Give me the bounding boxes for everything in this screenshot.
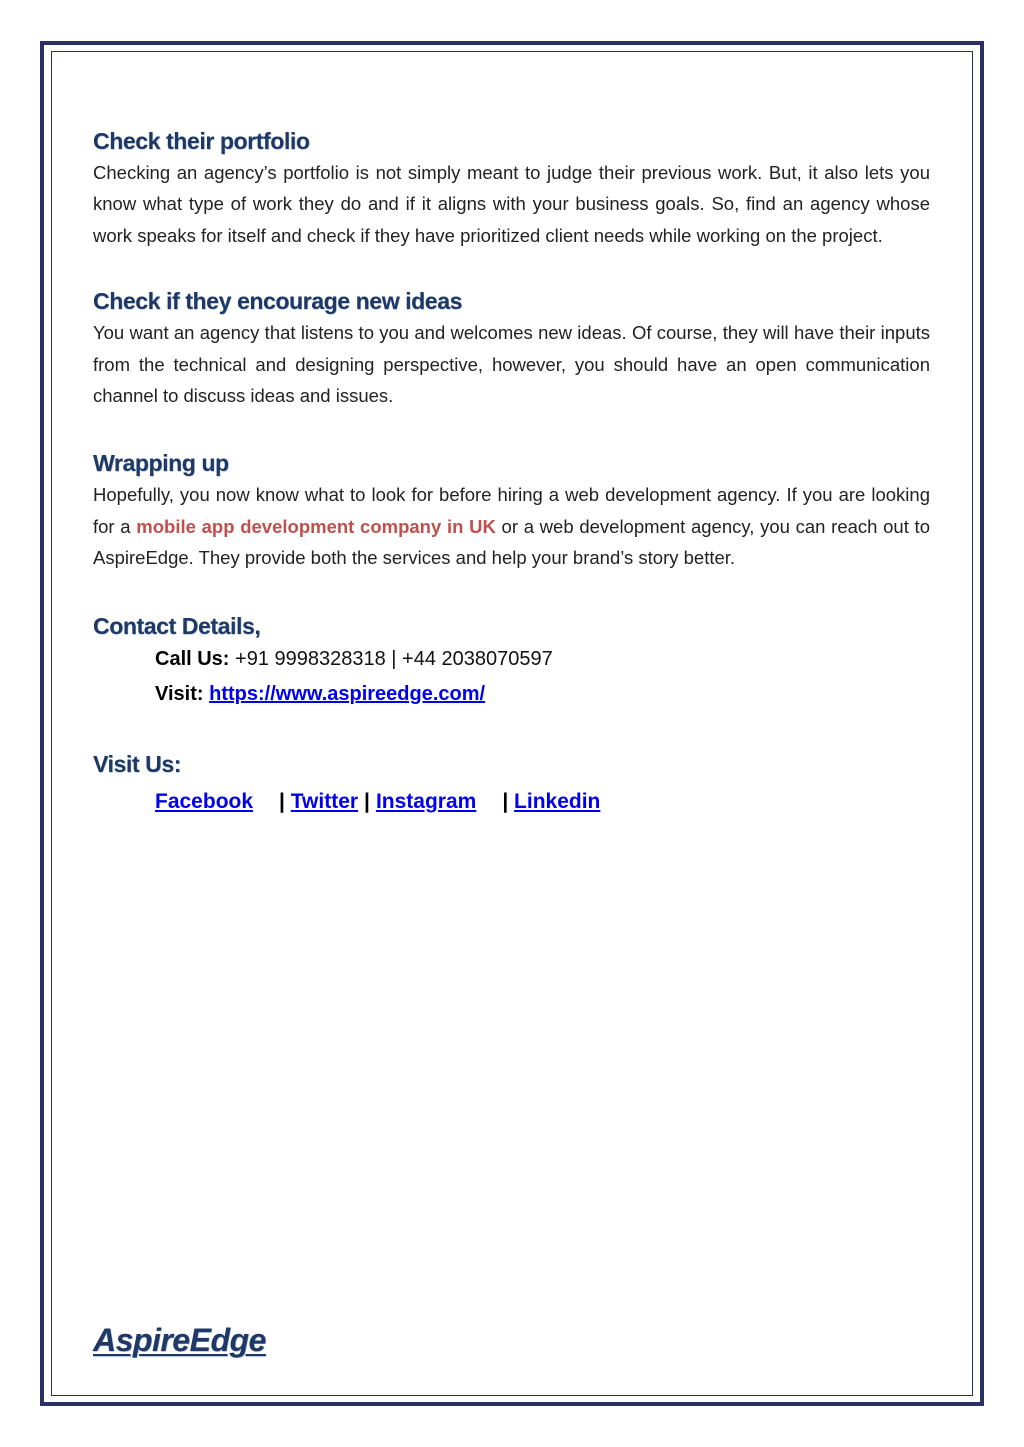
paragraph-wrapping-up bbox=[93, 479, 930, 573]
visit-row bbox=[155, 677, 930, 712]
aspireedge-logo: AspireEdge bbox=[93, 1322, 266, 1358]
phone-numbers: +91 9998328318 | +44 2038070597 bbox=[229, 647, 553, 670]
linkedin-link[interactable]: Linkedin bbox=[514, 789, 601, 813]
facebook-link[interactable]: Facebook bbox=[155, 789, 254, 813]
section-heading-wrapping-up: Wrapping up bbox=[93, 450, 229, 477]
paragraph-portfolio: Checking an agency’s portfolio is not simply meant to judge their previous work. But, it also lets you know what type of work they do and if it aligns with your business goals. So, find an agency whose work speaks for itself and check if they have prioritized client needs while working on the project. bbox=[93, 162, 930, 246]
paragraph-text-after: or a web development agency, you can reach out to AspireEdge. They provide both the services and help your brand’s story better. bbox=[93, 515, 930, 569]
contact-details bbox=[93, 610, 930, 712]
website-link[interactable]: https://www.aspireedge.com/ bbox=[209, 682, 486, 705]
separator: | bbox=[502, 789, 509, 813]
section-heading-ideas: Check if they encourage new ideas bbox=[93, 288, 462, 315]
twitter-link[interactable]: Twitter bbox=[290, 789, 359, 813]
separator: | bbox=[364, 789, 370, 813]
social-links bbox=[155, 786, 930, 818]
section-wrapping-up bbox=[93, 447, 930, 573]
mobile-app-company-link[interactable]: mobile app development company in UK bbox=[136, 515, 496, 537]
visit-us-heading: Visit Us: bbox=[93, 750, 182, 777]
document-content bbox=[93, 125, 930, 818]
section-heading-portfolio: Check their portfolio bbox=[93, 128, 310, 154]
section-ideas bbox=[93, 285, 930, 411]
call-us-label: Call Us: bbox=[155, 647, 230, 670]
paragraph-text-before: Hopefully, you now know what to look for before hiring a web development agency. If you are looking for a bbox=[93, 484, 930, 537]
contact-heading: Contact Details, bbox=[93, 612, 261, 639]
visit-label: Visit: bbox=[155, 682, 204, 705]
call-us-row bbox=[155, 642, 930, 677]
instagram-link[interactable]: Instagram bbox=[375, 789, 477, 813]
section-portfolio bbox=[93, 125, 930, 251]
separator: | bbox=[279, 789, 285, 813]
paragraph-ideas: You want an agency that listens to you and welcomes new ideas. Of course, they will have their inputs from the technical and designing perspective, however, you should have an open communication channel to discuss ideas and issues. bbox=[93, 322, 930, 407]
visit-us bbox=[93, 748, 930, 818]
